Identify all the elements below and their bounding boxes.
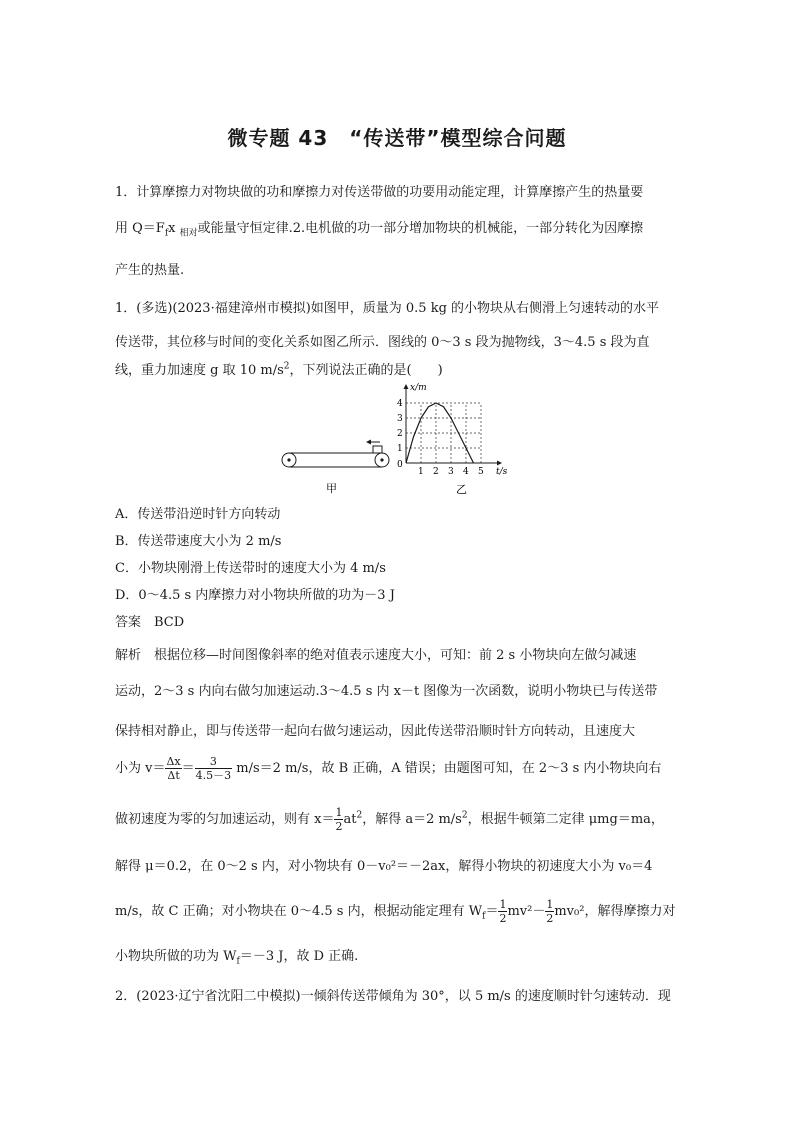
q1-line-1: 1．(多选)(2023·福建漳州市模拟)如图甲，质量为 0.5 kg 的小物块从右侧滑上匀速转动的水平	[115, 301, 660, 316]
intro-line-2: 用 $Q=F_fx$ $_{相对}$或能量守恒定律.2.电机做的功一部分增加物块的机械能，一部分转化为因摩擦	[115, 221, 644, 239]
y-axis-label: x/m	[410, 383, 427, 393]
option-a: A．传送带沿逆时针方向转动	[115, 507, 281, 522]
y-axis-arrow	[404, 384, 409, 389]
y-tick-label: 4	[397, 399, 403, 409]
xt-graph	[392, 380, 522, 500]
option-c: C．小物块刚滑上传送带时的速度大小为 4 m/s	[115, 561, 386, 576]
answer: 答案 BCD	[115, 615, 185, 630]
x-tick-label: 1	[418, 467, 424, 477]
solution-line-8: 小物块所做的功为 $W_f=-3$ J，故 D 正确.	[115, 949, 359, 967]
intro-line-3: 产生的热量.	[115, 263, 185, 278]
x-tick-label: 2	[433, 467, 439, 477]
option-d: D．0～4.5 s 内摩擦力对小物块所做的功为－3 J	[115, 588, 395, 603]
label-yi: 乙	[456, 483, 467, 496]
arrow-head	[366, 440, 371, 445]
conveyor-figure	[278, 436, 398, 496]
x-tick-label: 3	[448, 467, 454, 477]
solution-line-7: m/s，故 C 正确；对小物块在 0～4.5 s 内，根据动能定理有 $W_f=$ $\frac{1}{2}$ mv²－ $\frac{1}{2}$ mv₀²，解得摩擦力对	[115, 898, 676, 925]
solution-line-5: 做初速度为零的匀加速运动，则有 x＝ $\frac{1}{2}$ $at^2$，解得 a＝2 $m/s^2$，根据牛顿第二定律 μmg＝ma，	[115, 806, 664, 833]
intro-line-1: 1．计算摩擦力对物块做的功和摩擦力对传送带做的功要用动能定理，计算摩擦产生的热量要	[115, 185, 644, 200]
q1-line-3: 线，重力加速度 g 取 10 $m/s^2$，下列说法正确的是( )	[115, 361, 443, 378]
origin-label: 0	[397, 460, 403, 470]
label-jia: 甲	[326, 482, 337, 495]
solution-line-2: 运动，2～3 s 内向右做匀加速运动.3～4.5 s 内 x－t 图像为一次函数，说明小物块已与传送带	[115, 684, 658, 699]
page-title: 微专题 43 “传送带”模型综合问题	[227, 126, 567, 150]
x-axis-label: t/s	[496, 467, 508, 477]
question-2-line-1: 2．(2023·辽宁省沈阳二中模拟)一倾斜传送带倾角为 30°，以 5 m/s 的速度顺时针匀速转动．现	[115, 989, 671, 1004]
option-b: B．传送带速度大小为 2 m/s	[115, 534, 282, 549]
x-tick-label: 5	[478, 467, 484, 477]
y-tick-label: 2	[397, 429, 403, 439]
solution-line-6: 解得 μ＝0.2，在 0～2 s 内，对小物块有 0－v₀²＝－2ax，解得小物块的初速度大小为 v₀＝4	[115, 859, 653, 874]
x-tick-label: 4	[463, 467, 469, 477]
q1-line-2: 传送带，其位移与时间的变化关系如图乙所示．图线的 0～3 s 段为抛物线，3～4.5 s 段为直	[115, 335, 650, 350]
y-tick-label: 3	[397, 414, 403, 424]
solution-line-4: 小为 v＝ $\frac{\Delta x}{\Delta t}$ ＝ $\frac{3}{4.5-3}$ m/s＝2 m/s，故 B 正确，A 错误；由题图可知，在 2～3 s 内小物块向右	[115, 755, 662, 782]
y-tick-label: 1	[397, 444, 403, 454]
solution-line-3: 保持相对静止，即与传送带一起向右做匀速运动，因此传送带沿顺时针方向转动，且速度大	[115, 724, 636, 739]
solution-line-1: 解析 根据位移—时间图像斜率的绝对值表示速度大小，可知：前 2 s 小物块向左做匀减速	[115, 648, 637, 663]
block	[373, 446, 382, 453]
x-axis-arrow	[497, 461, 502, 466]
